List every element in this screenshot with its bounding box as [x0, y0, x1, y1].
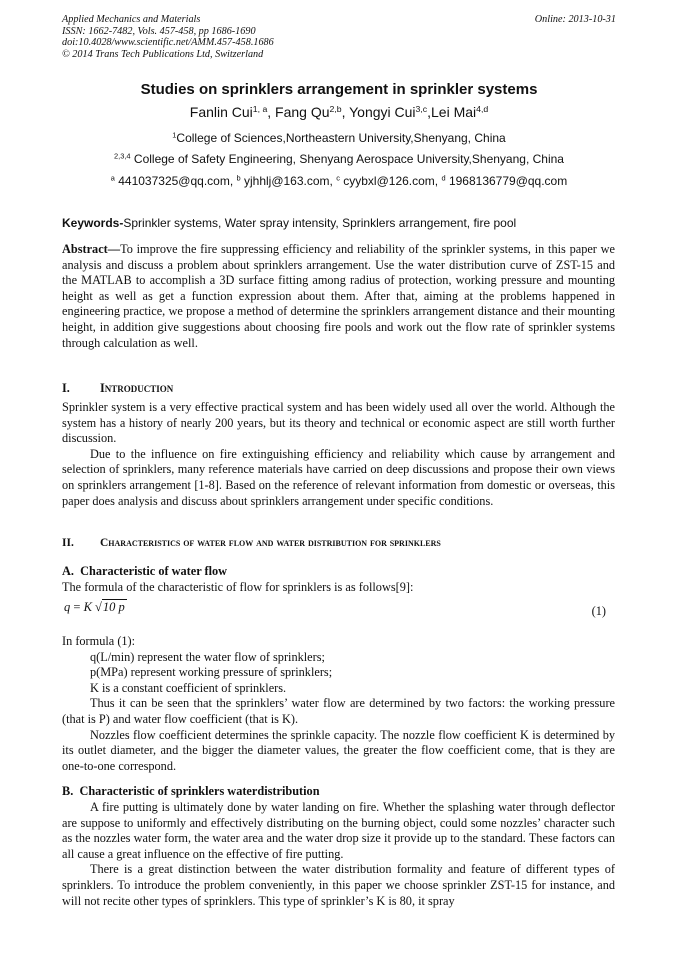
email-b: yjhhlj@163.com,	[240, 174, 337, 188]
abstract-label: Abstract—	[62, 242, 121, 256]
section-heading-1	[62, 381, 616, 396]
affiliation-text: College of Sciences,Northeastern University,Shenyang, China	[176, 131, 506, 145]
formula-number: (1)	[591, 604, 606, 618]
abstract	[62, 242, 615, 351]
formula-equals: =	[70, 600, 84, 614]
affiliation-2	[62, 152, 616, 166]
formula-radicand: 10 p	[102, 600, 125, 614]
author-list	[62, 104, 616, 120]
author-sup: 3,c	[415, 103, 428, 114]
paragraph: A fire putting is ultimately done by water landing on fire. Whether the splashing water through deflector are suppose to uniformly and effectively distributing on the burning object, could some nozzles’ character such as the nozzles water form, the water area and the water drop size it provide up to the standard. These factors can all cause a great influence on the effective of fire putting.	[62, 800, 615, 861]
affiliation-sup: 1	[172, 130, 177, 140]
issn-line: ISSN: 1662-7482, Vols. 457-458, pp 1686-1690	[62, 25, 256, 37]
definition-item: q(L/min) represent the water flow of sprinklers;	[90, 649, 325, 664]
paragraph: There is a great distinction between the water distribution formality and feature of different types of sprinklers. To introduce the problem conveniently, in this paper we choose sprinkler ZST-15 for instance, and will not recite other types of sprinklers. This type of sprinkler’s K is 80, it spray	[62, 862, 615, 908]
abstract-text: To improve the fire suppressing efficiency and reliability of the sprinkler systems, in this paper we analysis and discuss a problem about sprinklers arrangement. Use the water distribution curve of ZST-15 and the MATLAB to accomplish a 3D surface fitting among radius of protection, working pressure and mounting height as well as get a function expression about them. After that, aiming at the problems happened in engineering practice, we propose a method of determine the sprinklers arrangement distance and their mounting height, in addition give suggestions about choosing fire pools and work out the flow rate of sprinkler systems through calculation as well.	[62, 242, 615, 350]
author-name: Yongyi Cui	[349, 104, 416, 120]
journal-header	[62, 14, 616, 60]
subsection-heading-a	[62, 564, 616, 579]
author-sup: 4,d	[476, 103, 489, 114]
email-a: 441037325@qq.com,	[114, 174, 237, 188]
online-date: Online: 2013-10-31	[534, 14, 616, 25]
section-2a-body	[62, 634, 615, 774]
subsection-title: Characteristic of water flow	[80, 564, 228, 578]
paragraph: Due to the influence on fire extinguishing efficiency and reliability which cause by arrangement and selection of sprinklers, many reference materials have carried on deep discussions and propose their own views on sprinklers arrangement [1-8]. Based on the reference of relevant information from domestic or overseas, this paper does analysis and discuss about sprinklers arrangement under specific conditions.	[62, 446, 615, 508]
section-title: Characteristics of water flow and water distribution for sprinklers	[100, 537, 441, 549]
author-name: Fanlin Cui	[189, 104, 253, 120]
author-sep: ,	[267, 104, 276, 120]
formula-intro	[62, 580, 615, 596]
author-sup: 2,b	[329, 103, 342, 114]
sqrt-symbol: √	[95, 600, 102, 614]
email-list	[62, 174, 616, 188]
email-c: cyybxl@126.com,	[339, 174, 442, 188]
section-2b-body	[62, 800, 615, 909]
definition-item: p(MPa) represent working pressure of sprinklers;	[90, 665, 333, 680]
affiliation-1	[62, 131, 616, 145]
subsection-label: B.	[62, 784, 74, 798]
paragraph: In formula (1):	[62, 634, 136, 648]
email-sup: b	[236, 173, 241, 183]
section-heading-2	[62, 537, 616, 549]
email-sup: a	[110, 173, 115, 183]
copyright-line: © 2014 Trans Tech Publications Ltd, Switzerland	[62, 48, 264, 60]
subsection-label: A.	[62, 564, 74, 578]
author-name: Fang Qu	[275, 104, 330, 120]
keywords-label: Keywords-	[62, 216, 124, 230]
email-d: 1968136779@qq.com	[445, 174, 568, 188]
author-sup: 1, a	[252, 103, 268, 114]
paragraph: Nozzles flow coefficient determines the sprinkle capacity. The nozzle flow coefficient K is determined by its outlet diameter, and the bigger the diameter values, the greater the flow coefficient come, that is they are one-to-one correspond.	[62, 727, 615, 773]
email-sup: d	[441, 173, 446, 183]
formula-lhs: q	[64, 600, 71, 614]
doi-line: doi:10.4028/www.scientific.net/AMM.457-458.1686	[62, 37, 274, 49]
author-name: Lei Mai	[431, 104, 477, 120]
keywords-text: Sprinkler systems, Water spray intensity, Sprinklers arrangement, fire pool	[123, 216, 517, 230]
formula-1	[64, 600, 127, 615]
paragraph: The formula of the characteristic of flow for sprinklers is as follows[9]:	[62, 580, 414, 594]
journal-name: Applied Mechanics and Materials	[62, 14, 201, 25]
author-sep: ,	[427, 104, 432, 120]
section-1-body	[62, 400, 615, 509]
affiliation-sup: 2,3,4	[114, 151, 131, 161]
keywords	[62, 216, 616, 230]
affiliation-text: College of Safety Engineering, Shenyang Aerospace University,Shenyang, China	[130, 152, 564, 166]
section-title: Introduction	[100, 381, 174, 395]
definition-item: K is a constant coefficient of sprinklers.	[90, 680, 287, 695]
paper-title: Studies on sprinklers arrangement in sprinkler systems	[140, 81, 538, 98]
section-number: I.	[62, 381, 70, 395]
author-sep: ,	[341, 104, 350, 120]
paragraph: Sprinkler system is a very effective practical system and has been widely used all over the world. Although the system has a history of nearly 200 years, but its theory and technical or economic aspect are still worth further discussion.	[62, 400, 615, 446]
paragraph: Thus it can be seen that the sprinklers’ water flow are determined by two factors: the working pressure (that is P) and water flow coefficient (that is K).	[62, 696, 615, 726]
formula-k: K	[83, 600, 96, 614]
subsection-heading-b	[62, 784, 616, 799]
section-number: II.	[62, 537, 74, 549]
subsection-title: Characteristic of sprinklers waterdistribution	[79, 784, 320, 798]
email-sup: c	[336, 173, 340, 183]
